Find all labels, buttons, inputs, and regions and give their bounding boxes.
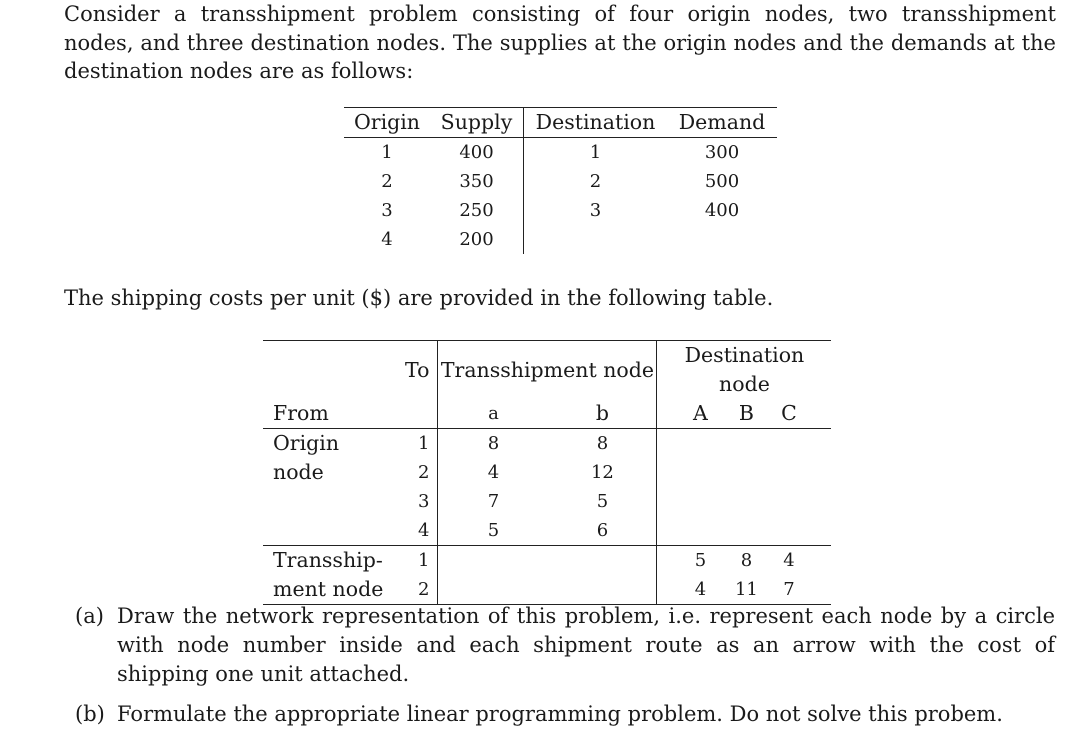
header-demand: Demand — [667, 108, 777, 138]
table-row — [263, 458, 831, 487]
table-row — [263, 575, 831, 605]
intro-paragraph: Consider a transshipment problem consisting of four origin nodes, two transshipment nodes, and three destination nodes. The supplies at the origin nodes and the demands at the destination nodes are as follows: — [64, 2, 1056, 83]
supply-cell: 400 — [430, 138, 524, 168]
table-row — [263, 487, 831, 516]
destination-node-header: Destination node — [684, 343, 805, 396]
shipping-cost-table — [263, 340, 831, 605]
transship-label-2: ment node — [273, 577, 384, 601]
subheader-A: A — [657, 399, 732, 429]
node-number: 3 — [405, 487, 438, 516]
supply-demand-table — [344, 107, 777, 254]
table-row — [263, 546, 831, 576]
question-text: Draw the network representation of this problem, i.e. represent each node by a circle with node number inside and each shipment route as an arrow with the cost of shipping one unit attached. — [117, 604, 1055, 686]
table-row — [344, 167, 777, 196]
cost-cell: 5 — [438, 516, 549, 546]
cost-cell: 5 — [548, 487, 657, 516]
demand-cell — [667, 225, 777, 254]
question-text: Formulate the appropriate linear programming problem. Do not solve this probem. — [117, 702, 1003, 726]
node-number: 1 — [405, 429, 438, 459]
table-row — [344, 196, 777, 225]
cost-cell: 7 — [783, 579, 795, 600]
from-label: From — [263, 399, 405, 429]
supply-cell: 200 — [430, 225, 524, 254]
header-origin: Origin — [344, 108, 430, 138]
transship-label-1: Transship- — [273, 548, 383, 572]
table-row — [263, 429, 831, 459]
question-b — [75, 700, 1055, 729]
cost-cell: 8 — [487, 433, 500, 454]
demand-cell: 300 — [704, 142, 740, 163]
cost-header-row — [263, 341, 831, 400]
demand-cell: 500 — [704, 171, 740, 192]
node-number: 1 — [405, 546, 438, 576]
empty-cell — [405, 399, 438, 429]
question-a — [75, 602, 1055, 689]
cost-cell: 8 — [548, 429, 657, 459]
cost-cell: 8 — [740, 550, 753, 571]
cost-cell: 7 — [487, 491, 500, 512]
header-destination: Destination — [524, 108, 668, 138]
node-number: 4 — [405, 516, 438, 546]
cost-subheader-row — [263, 399, 831, 429]
question-label: (a) — [75, 604, 104, 628]
origin-cell: 4 — [381, 229, 393, 250]
demand-cell: 400 — [704, 200, 740, 221]
question-label: (b) — [75, 702, 105, 726]
table-row — [344, 138, 777, 168]
transshipment-node-header: Transshipment node — [438, 341, 657, 400]
header-supply: Supply — [430, 108, 524, 138]
origin-node-label-2: node — [273, 460, 324, 484]
subheader-a: a — [438, 399, 549, 429]
table-row — [344, 225, 777, 254]
cost-cell: 4 — [694, 579, 707, 600]
subheader-B: B — [731, 399, 761, 429]
corner-cell — [263, 341, 405, 400]
origin-cell: 1 — [381, 142, 393, 163]
node-number: 2 — [405, 575, 438, 605]
cost-cell: 4 — [783, 550, 795, 571]
destination-cell: 1 — [589, 142, 602, 163]
cost-intro-paragraph: The shipping costs per unit ($) are provided in the following table. — [64, 286, 774, 310]
origin-cell: 3 — [381, 200, 393, 221]
node-number: 2 — [405, 458, 438, 487]
destination-cell — [524, 225, 668, 254]
subheader-C: C — [761, 399, 831, 429]
table-header-row — [344, 108, 777, 138]
supply-cell: 250 — [430, 196, 524, 225]
cost-cell: 4 — [487, 462, 500, 483]
table-row — [263, 516, 831, 546]
to-label: To — [405, 341, 438, 400]
destination-cell: 2 — [589, 171, 602, 192]
cost-cell: 5 — [694, 550, 707, 571]
supply-cell: 350 — [430, 167, 524, 196]
cost-cell: 11 — [734, 579, 758, 600]
subheader-b: b — [548, 399, 657, 429]
origin-node-label-1: Origin — [273, 431, 340, 455]
origin-cell: 2 — [381, 171, 393, 192]
cost-cell: 12 — [548, 458, 657, 487]
cost-cell: 6 — [548, 516, 657, 546]
destination-cell: 3 — [589, 200, 602, 221]
